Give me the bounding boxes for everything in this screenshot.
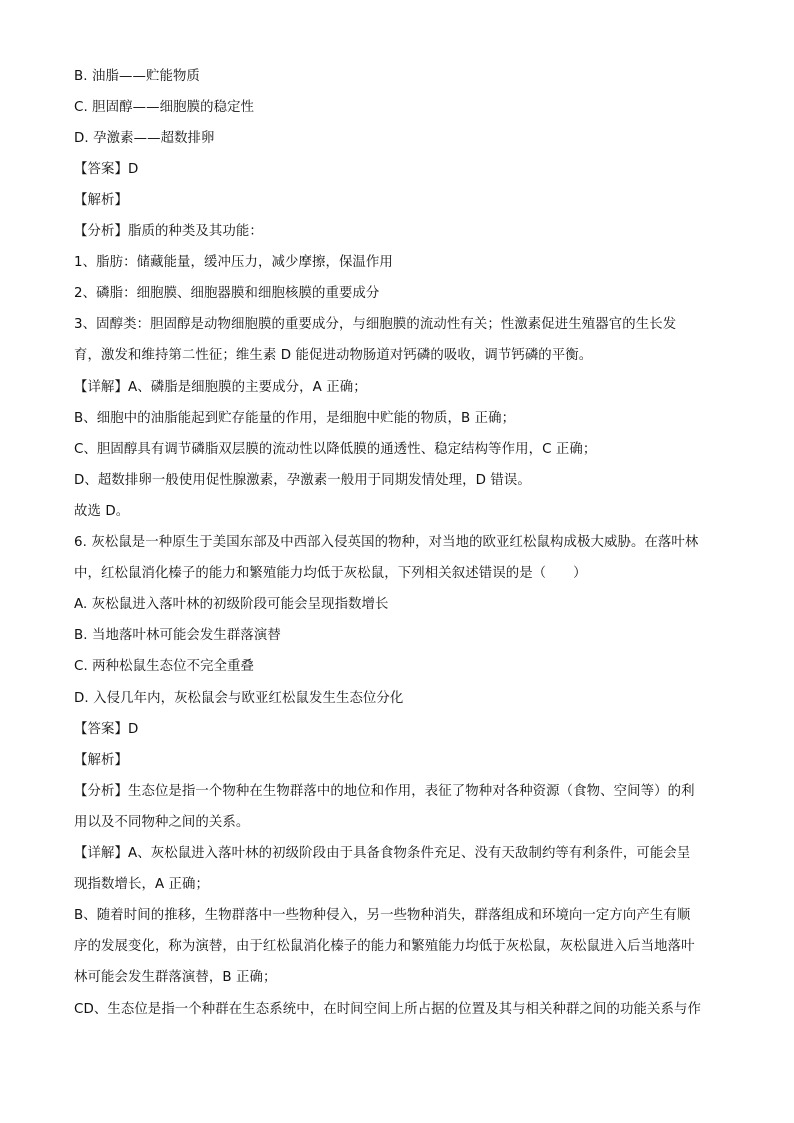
q6-analysis-line-cont: 用以及不同物种之间的关系。 xyxy=(74,815,250,830)
detail-line-b: B、细胞中的油脂能起到贮存能量的作用，是细胞中贮能的物质，B 正确； xyxy=(74,411,516,426)
option-b-line: B. 油脂——贮能物质 xyxy=(74,69,200,84)
answer-line: 【答案】D xyxy=(74,162,139,177)
q6-option-d: D. 入侵几年内，灰松鼠会与欧亚红松鼠发生生态位分化 xyxy=(74,691,404,706)
detail-line-d: D、超数排卵一般使用促性腺激素，孕激素一般用于同期发情处理，D 错误。 xyxy=(74,473,531,488)
analysis-item-3-cont: 育，激发和维持第二性征；维生素 D 能促进动物肠道对钙磷的吸收，调节钙磷的平衡。 xyxy=(74,348,593,363)
analysis-item-3: 3、固醇类：胆固醇是动物细胞膜的重要成分，与细胞膜的流动性有关；性激素促进生殖器官的生长发 xyxy=(74,317,677,332)
question-6-stem: 6. 灰松鼠是一种原生于美国东部及中西部入侵英国的物种，对当地的欧亚红松鼠构成极大威胁。在落叶林 xyxy=(74,535,699,550)
q6-detail-b-cont-2: 林可能会发生群落演替，B 正确； xyxy=(74,970,277,985)
q6-analysis-line: 【分析】生态位是指一个物种在生物群落中的地位和作用，表征了物种对各种资源（食物、空间等）的利 xyxy=(74,784,695,799)
q6-detail-a: 【详解】A、灰松鼠进入落叶林的初级阶段由于具备食物条件充足、没有天敌制约等有利条件，可能会呈 xyxy=(74,846,691,861)
q6-option-a: A. 灰松鼠进入落叶林的初级阶段可能会呈现指数增长 xyxy=(74,597,389,612)
analysis-item-1: 1、脂肪：储藏能量，缓冲压力，减少摩擦，保温作用 xyxy=(74,255,393,270)
detail-line-a: 【详解】A、磷脂是细胞膜的主要成分，A 正确； xyxy=(74,380,367,395)
question-6-stem-cont: 中，红松鼠消化榛子的能力和繁殖能力均低于灰松鼠，下列相关叙述错误的是（ ） xyxy=(74,566,587,581)
q6-option-b: B. 当地落叶林可能会发生群落演替 xyxy=(74,628,281,643)
conclusion-line: 故选 D。 xyxy=(74,504,130,519)
q6-detail-a-cont: 现指数增长，A 正确； xyxy=(74,877,210,892)
q6-detail-b-cont: 序的发展变化，称为演替，由于红松鼠消化榛子的能力和繁殖能力均低于灰松鼠，灰松鼠进入后当地落叶 xyxy=(74,939,695,954)
q6-detail-cd: CD、生态位是指一个种群在生态系统中，在时间空间上所占据的位置及其与相关种群之间的功能关系与作 xyxy=(74,1002,701,1017)
q6-detail-b: B、随着时间的推移，生物群落中一些物种侵入，另一些物种消失，群落组成和环境向一定方向产生有顺 xyxy=(74,908,691,923)
option-c-line: C. 胆固醇——细胞膜的稳定性 xyxy=(74,100,255,115)
analysis-item-2: 2、磷脂：细胞膜、细胞器膜和细胞核膜的重要成分 xyxy=(74,286,380,301)
analysis-heading: 【解析】 xyxy=(74,193,128,208)
analysis-line: 【分析】脂质的种类及其功能： xyxy=(74,224,263,239)
option-d-line: D. 孕激素——超数排卵 xyxy=(74,131,215,146)
q6-answer-line: 【答案】D xyxy=(74,722,139,737)
q6-analysis-heading: 【解析】 xyxy=(74,753,128,768)
detail-line-c: C、胆固醇具有调节磷脂双层膜的流动性以降低膜的通透性、稳定结构等作用，C 正确； xyxy=(74,442,597,457)
q6-option-c: C. 两种松鼠生态位不完全重叠 xyxy=(74,659,255,674)
